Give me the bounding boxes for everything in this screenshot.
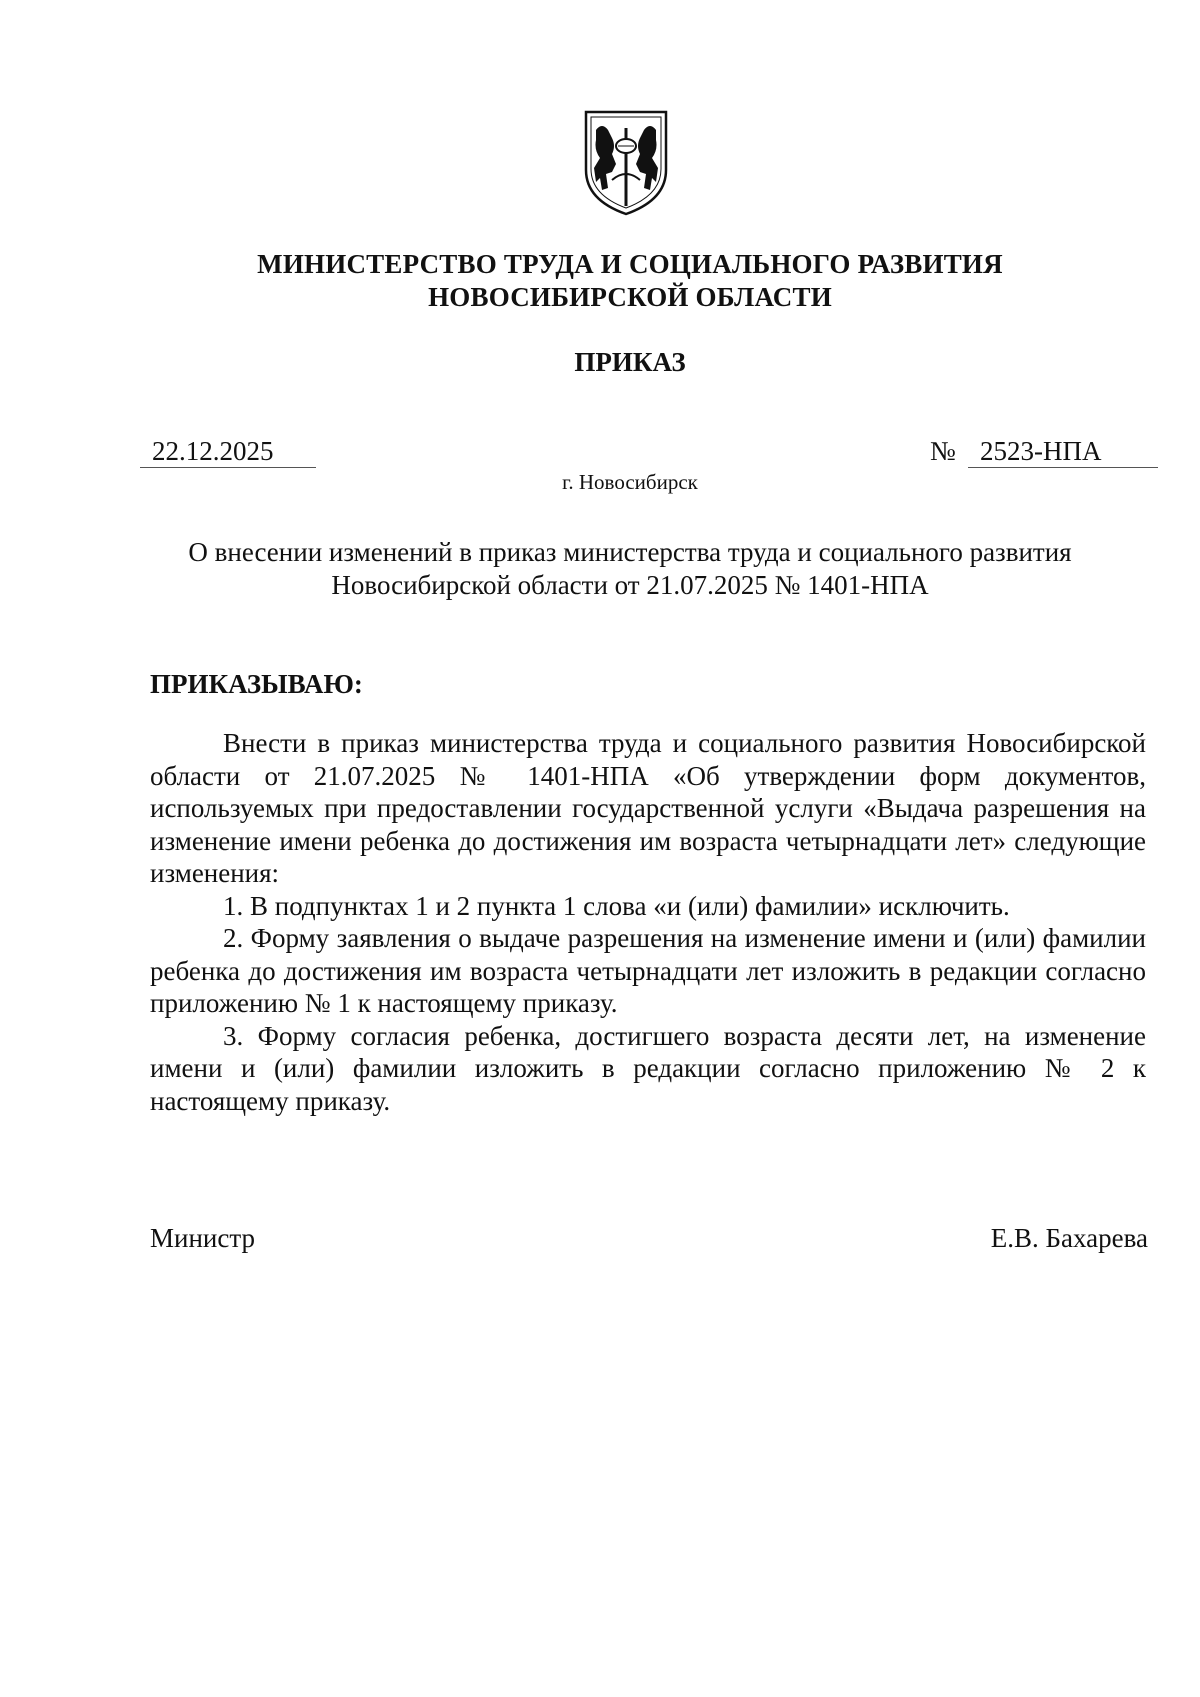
document-type: ПРИКАЗ (574, 347, 686, 377)
subject-line2: Новосибирской области от 21.07.2025 № 1401-НПА (331, 570, 929, 600)
ministry-name-line2: НОВОСИБИРСКОЙ ОБЛАСТИ (428, 282, 832, 312)
signatory-name: Е.В. Бахарева (990, 1223, 1148, 1253)
document-number: 2523-НПА (968, 434, 1158, 468)
number-sign: № (930, 436, 956, 466)
ministry-name (0, 248, 1200, 314)
body-item-3: 3. Форму согласия ребенка, достигшего возраста десяти лет, на изменение имени и (или) фамилии изложить в редакции согласно приложению № 2 к настоящему приказу. (150, 1020, 1146, 1116)
body-intro-paragraph: Внести в приказ министерства труда и социального развития Новосибирской области от 21.07.2025 № 1401-НПА «Об утверждении форм документов, используемых при предоставлении государственной услуги «Выдача разрешения на изменение имени ребенка до достижения им возраста четырнадцати лет» следующие изменения: (150, 728, 1146, 888)
document-body (150, 727, 1146, 1117)
ministry-name-line1: МИНИСТЕРСТВО ТРУДА И СОЦИАЛЬНОГО РАЗВИТИЯ (257, 249, 1003, 279)
city: г. Новосибирск (562, 470, 698, 494)
signatory-title: Министр (150, 1223, 255, 1253)
coat-of-arms-icon (582, 108, 670, 218)
order-word: ПРИКАЗЫВАЮ: (150, 669, 363, 699)
body-item-1: 1. В подпунктах 1 и 2 пункта 1 слова «и (или) фамилии» исключить. (223, 890, 1010, 921)
document-subject (150, 536, 1110, 602)
document-date: 22.12.2025 (140, 434, 316, 468)
subject-line1: О внесении изменений в приказ министерства труда и социального развития (188, 537, 1072, 567)
body-item-2: 2. Форму заявления о выдаче разрешения на изменение имени и (или) фамилии ребенка до достижения им возраста четырнадцати лет изложить в редакции согласно приложению № 1 к настоящему приказу. (150, 923, 1146, 1018)
